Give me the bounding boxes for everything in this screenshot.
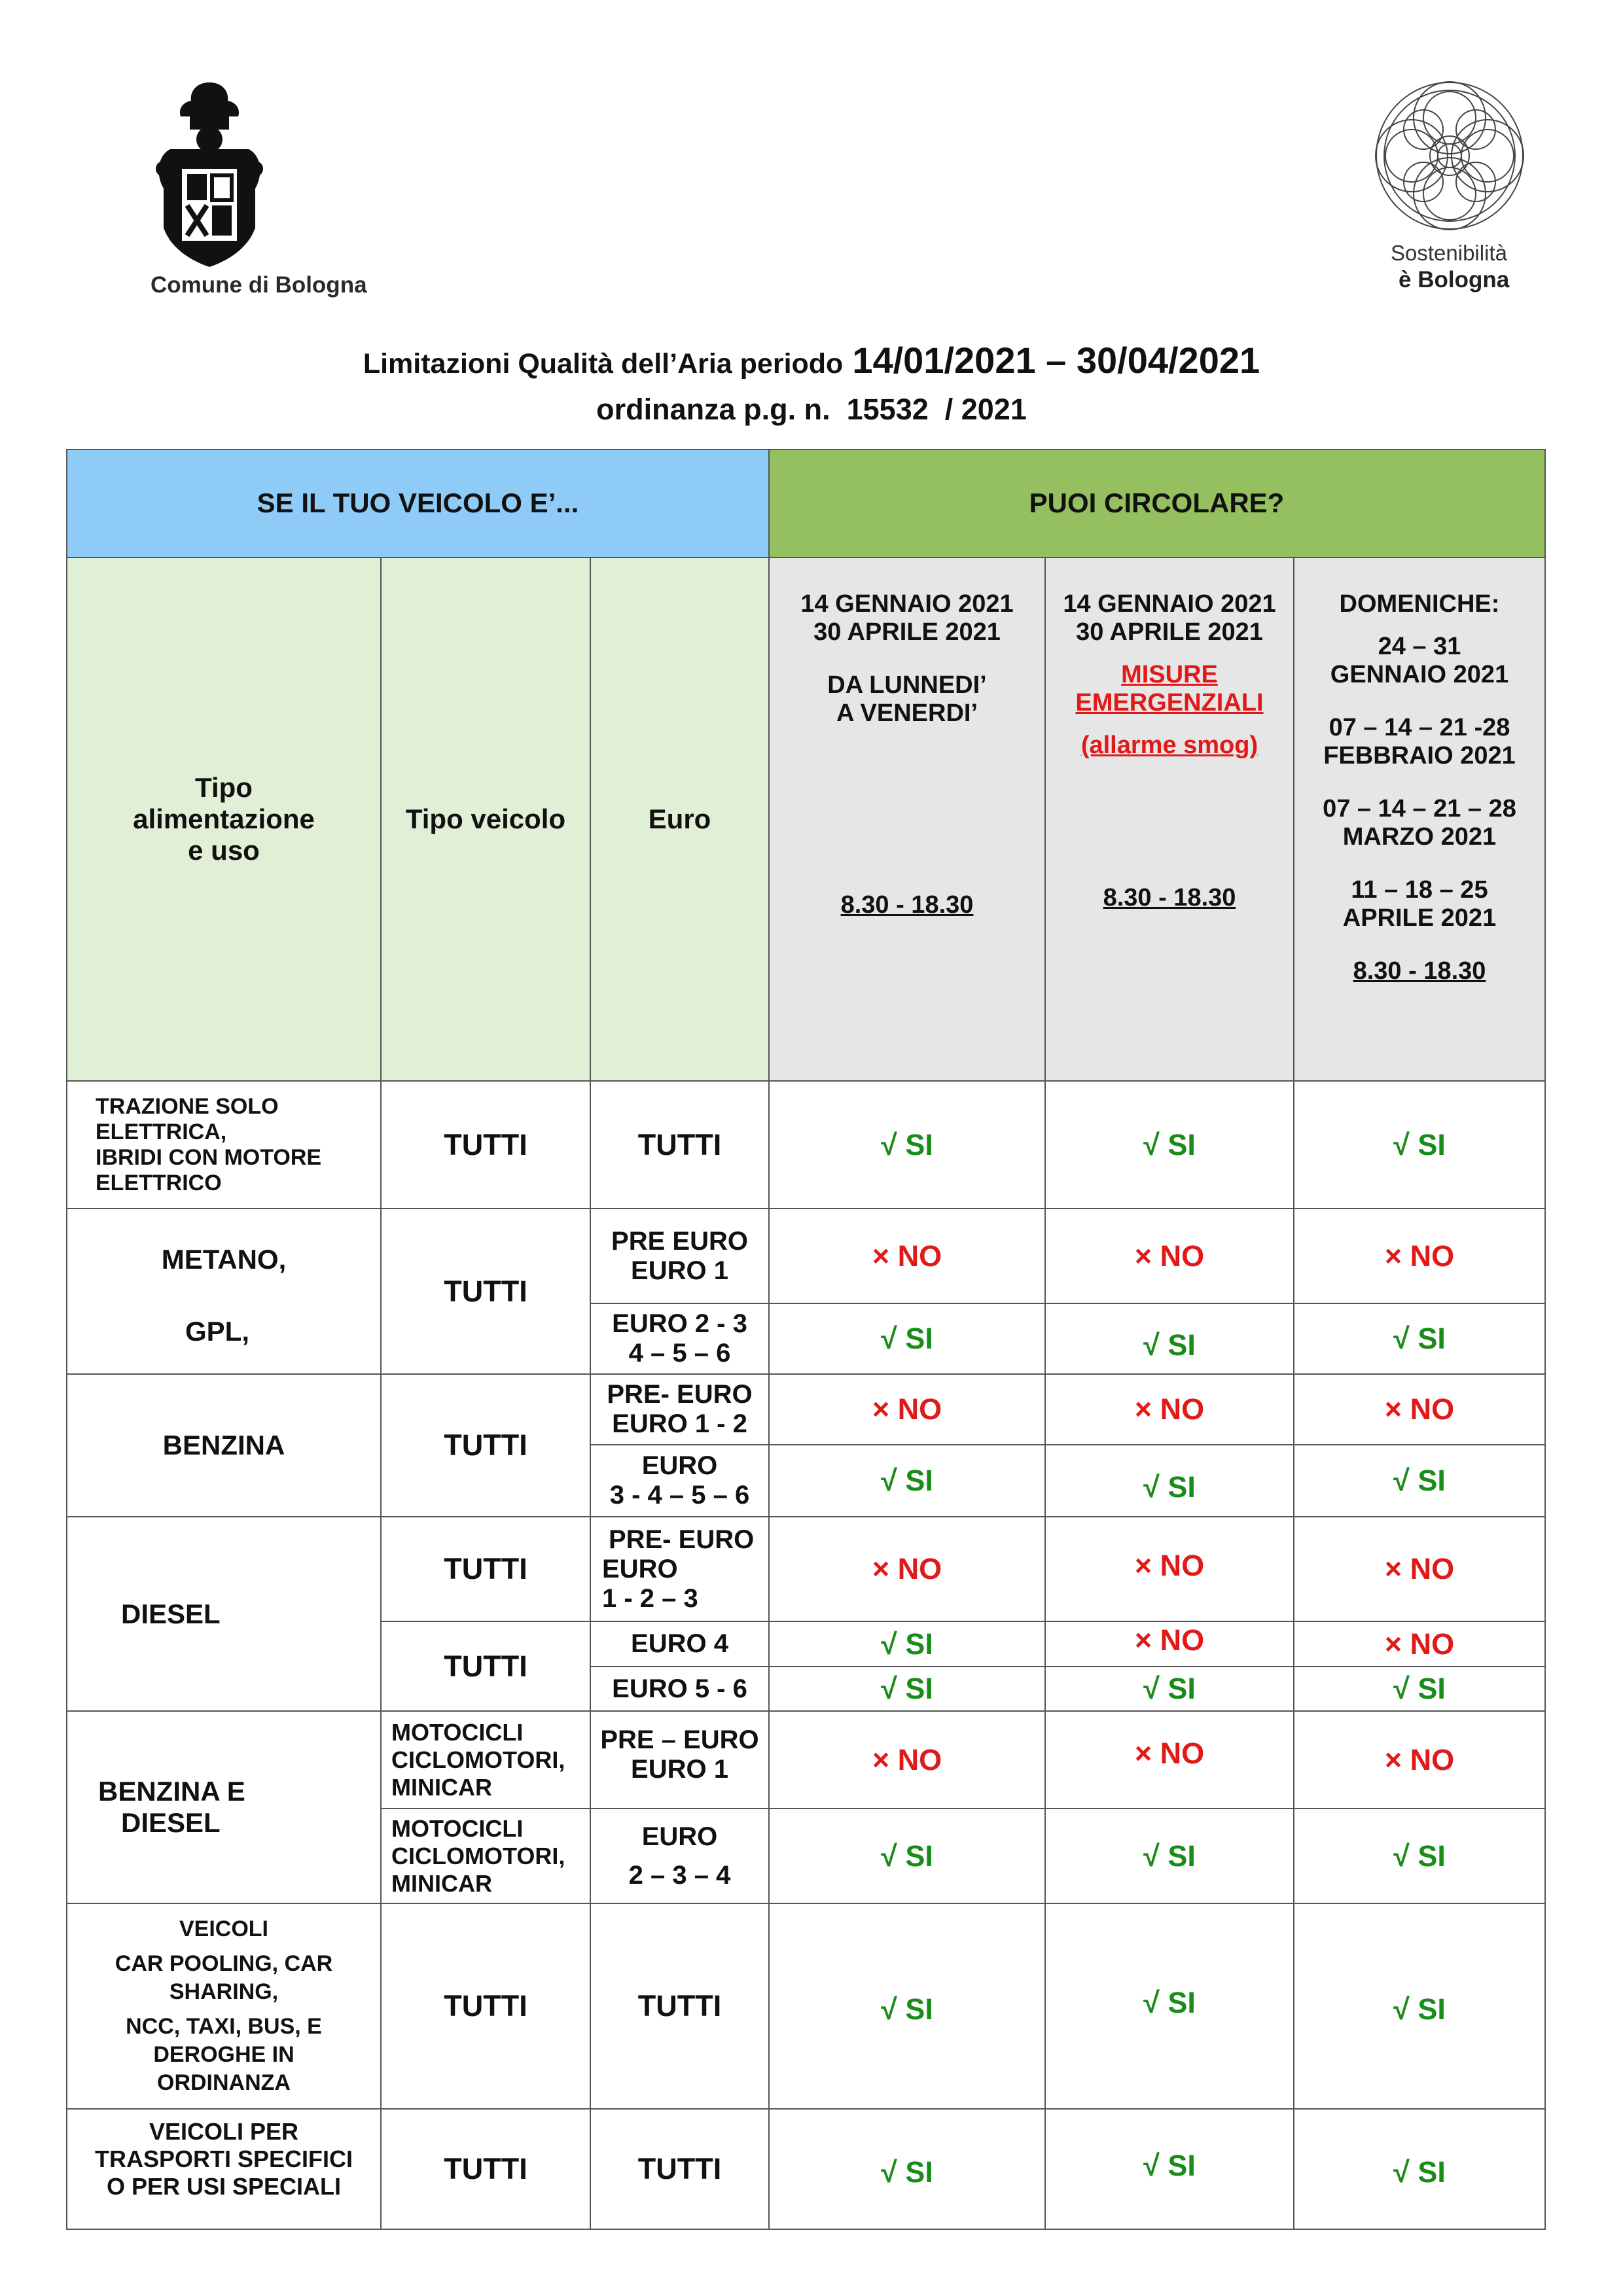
status-yes: √ SI [1393,1127,1446,1161]
col-period-sundays: DOMENICHE: 24 – 31 GENNAIO 2021 07 – 14 – 21 -28 FEBBRAIO 2021 07 – 14 – 21 – 28 MARZO 2021 11 – 18 – 25 APRILE 2021 8.30 - 18.30 [1323,590,1516,985]
euro-value: TUTTI [637,2152,722,2185]
time-weekdays: 8.30 - 18.30 [840,891,974,919]
euro-value: EURO 2 – 3 – 4 [628,1822,731,1890]
status-yes: √ SI [1393,1992,1446,2026]
tipo-veicolo-value: TUTTI [444,1127,527,1161]
euro-value: EURO 5 - 6 [612,1674,747,1703]
tipo-veicolo-value: TUTTI [444,2152,527,2185]
col-euro: Euro [648,804,711,834]
row-label-diesel: DIESEL [121,1598,221,1629]
col-tipo-alimentazione: Tipo alimentazione e uso [133,772,315,866]
col-period-emergency: 14 GENNAIO 2021 30 APRILE 2021 MISURE EMERGENZIALI (allarme smog) 8.30 - 18.30 [1063,590,1276,911]
status-yes: √ SI [1143,1470,1196,1504]
status-yes: √ SI [1143,1328,1196,1362]
logo-right-caption-1: Sostenibilità [1391,241,1507,265]
title-label: Limitazioni Qualità dell’Aria periodo [363,348,844,380]
row-label-metano: METANO, [161,1244,287,1275]
status-no: × NO [872,1552,942,1585]
status-yes: √ SI [1143,2149,1196,2182]
tipo-veicolo-moto: MOTOCICLI CICLOMOTORI, MINICAR [391,1814,565,1897]
euro-value: PRE- EURO EURO 1 - 2 [607,1380,753,1438]
status-yes: √ SI [1393,1839,1446,1873]
euro-value: EURO 2 - 3 4 – 5 – 6 [612,1309,747,1368]
row-label-benzina: BENZINA [162,1430,285,1460]
euro-value: EURO 3 - 4 – 5 – 6 [609,1451,750,1510]
row-label-veicoli: VEICOLI CAR POOLING, CAR SHARING, NCC, TAXI, BUS, E DEROGHE IN ORDINANZA [115,1916,333,2095]
col-period-weekdays: 14 GENNAIO 2021 30 APRILE 2021 DA LUNNEDI’ A VENERDI’ 8.30 - 18.30 [800,590,1014,919]
euro-value: PRE – EURO EURO 1 [600,1725,759,1784]
status-yes: √ SI [881,2155,933,2189]
status-yes: √ SI [881,1627,933,1661]
tipo-veicolo-moto: MOTOCICLI CICLOMOTORI, MINICAR [391,1718,565,1801]
euro-value: PRE EURO EURO 1 [611,1226,748,1285]
status-no: × NO [872,1239,942,1273]
row-label-elettrica: TRAZIONE SOLO ELETTRICA, IBRIDI CON MOTORE ELETTRICO [96,1093,322,1195]
euro-value: TUTTI [637,1127,722,1161]
status-no: × NO [1134,1623,1205,1657]
euro-value: TUTTI [637,1989,722,2022]
status-yes: √ SI [1143,1986,1196,2019]
row-label-benzina-diesel: BENZINA E DIESEL [98,1776,245,1838]
status-yes: √ SI [881,1464,933,1497]
tipo-veicolo-value: TUTTI [444,1989,527,2022]
euro-value: EURO 4 [631,1629,728,1658]
time-emergency: 8.30 - 18.30 [1103,884,1236,911]
status-no: × NO [1134,1549,1205,1582]
title-dates: 14/01/2021 – 30/04/2021 [852,340,1260,381]
status-yes: √ SI [881,1322,933,1355]
status-no: × NO [872,1742,942,1776]
document-subtitle: ordinanza p.g. n. 15532 / 2021 [596,393,1027,426]
tipo-veicolo-value: TUTTI [444,1552,527,1585]
status-yes: √ SI [1393,1672,1446,1705]
tipo-veicolo-value: TUTTI [444,1428,527,1462]
status-yes: √ SI [881,1127,933,1161]
euro-value: PRE- EURO EURO 1 - 2 – 3 [602,1525,755,1613]
status-no: × NO [1134,1736,1205,1770]
status-yes: √ SI [881,1992,933,2026]
status-no: × NO [872,1392,942,1426]
status-no: × NO [1384,1552,1455,1585]
logo-right-caption-2: è Bologna [1399,267,1510,292]
status-yes: √ SI [881,1672,933,1705]
col-tipo-veicolo: Tipo veicolo [405,804,566,834]
status-yes: √ SI [1143,1672,1196,1705]
status-no: × NO [1134,1392,1205,1426]
status-no: × NO [1384,1239,1455,1273]
status-no: × NO [1134,1239,1205,1273]
status-no: × NO [1384,1392,1455,1426]
time-sundays: 8.30 - 18.30 [1353,957,1486,985]
status-no: × NO [1384,1627,1455,1661]
status-yes: √ SI [1143,1839,1196,1873]
header-can-circulate: PUOI CIRCOLARE? [1029,487,1285,518]
status-yes: √ SI [881,1839,933,1873]
status-yes: √ SI [1393,2155,1446,2189]
row-label-gpl: GPL, [185,1316,249,1347]
header-vehicle: SE IL TUO VEICOLO E’... [257,487,579,518]
status-yes: √ SI [1393,1322,1446,1355]
tipo-veicolo-value: TUTTI [444,1274,527,1308]
tipo-veicolo-value: TUTTI [444,1649,527,1683]
status-no: × NO [1384,1742,1455,1776]
status-yes: √ SI [1143,1127,1196,1161]
logo-left-caption: Comune di Bologna [151,272,367,298]
status-yes: √ SI [1393,1464,1446,1497]
row-label-speciali: VEICOLI PER TRASPORTI SPECIFICI O PER USI SPECIALI [94,2118,353,2200]
